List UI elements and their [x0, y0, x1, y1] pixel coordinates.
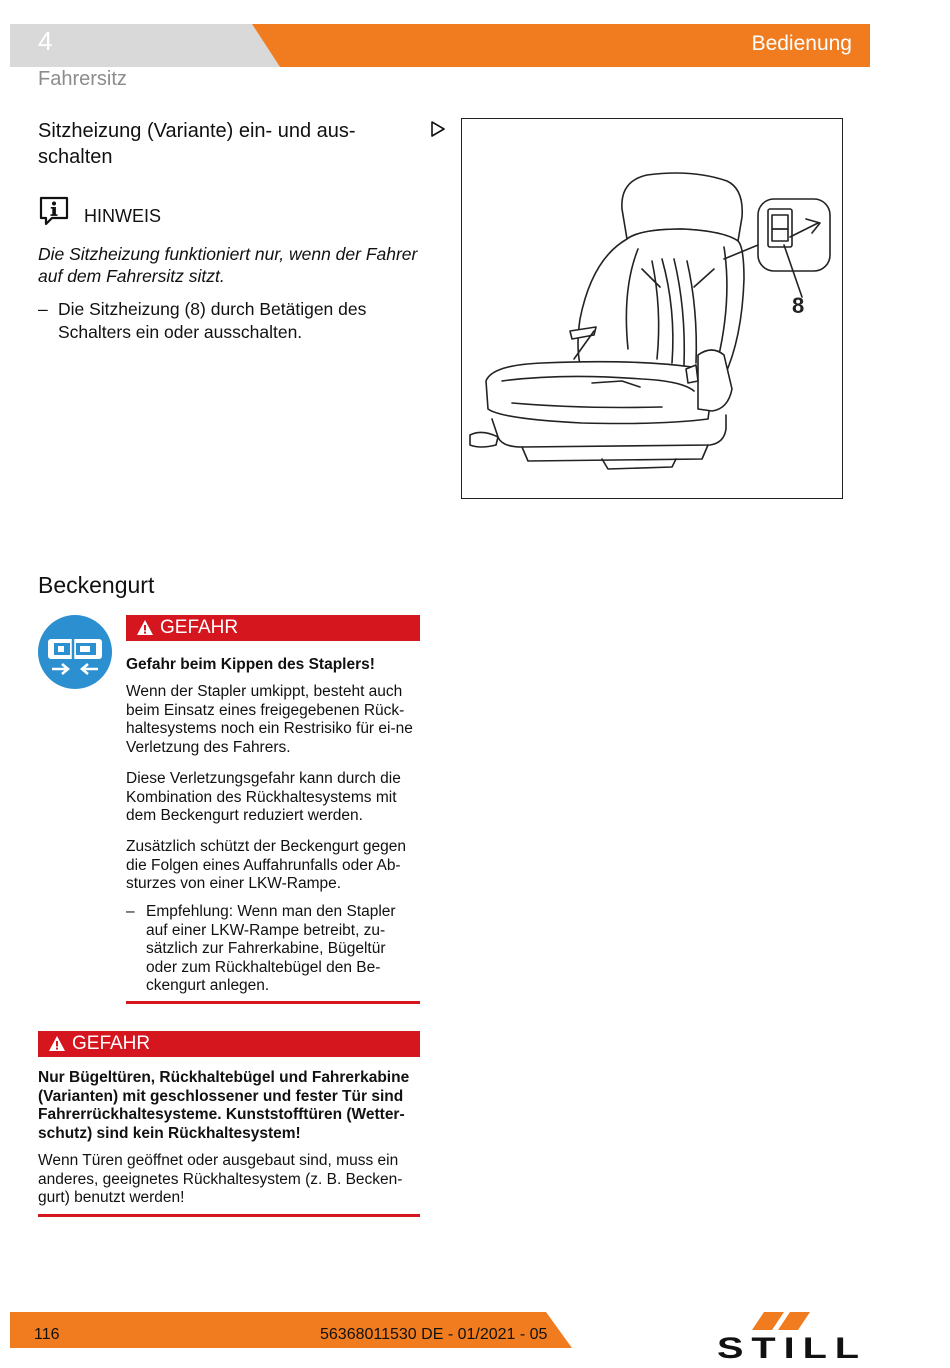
- page-number: 116: [34, 1326, 60, 1343]
- danger2-bottom-rule: [38, 1214, 420, 1217]
- danger1-title: Gefahr beim Kippen des Staplers!: [126, 656, 375, 673]
- section-title: Fahrersitz: [38, 68, 127, 90]
- driver-seat-illustration: [462, 119, 844, 500]
- danger1-paragraph-3: Zusätzlich schützt der Beckengurt gegen die Folgen eines Auffahrunfalls oder Ab-sturzes von einer LKW-Rampe.: [126, 838, 407, 892]
- seat-figure: [461, 118, 843, 499]
- seat-heating-heading: Sitzheizung (Variante) ein- und aus- schalten: [38, 120, 356, 168]
- instruction-text: Die Sitzheizung (8) durch Betätigen des Schalters ein oder ausschalten.: [58, 299, 367, 342]
- still-logo: [710, 1310, 874, 1362]
- lap-belt-heading: Beckengurt: [38, 572, 155, 598]
- chapter-title: Bedienung: [751, 32, 852, 55]
- note-label: HINWEIS: [84, 206, 162, 226]
- danger-banner-2: [38, 1031, 420, 1057]
- recommendation-text: Empfehlung: Wenn man den Stapler auf einer LKW-Rampe betreibt, zu-sätzlich zur Fahrerkabine, Bügeltür oder zum Rückhaltebügel den Be-ckengurt anlegen.: [146, 903, 396, 994]
- chapter-number: 4: [38, 26, 53, 56]
- danger-banner-1: [126, 615, 420, 641]
- danger1-paragraph-2: Diese Verletzungsgefahr kann durch die Kombination des Rückhaltesystems mit dem Beckengurt reduziert werden.: [126, 770, 401, 824]
- figure-callout-8: 8: [792, 293, 805, 318]
- still-logo-text: STILL: [717, 1332, 867, 1362]
- list-dash: –: [38, 299, 48, 319]
- play-triangle-icon: [430, 120, 446, 138]
- fasten-seatbelt-icon: [38, 615, 112, 689]
- danger1-bottom-rule: [126, 1001, 420, 1004]
- warning-triangle-icon: [136, 619, 154, 636]
- info-note-icon: [38, 196, 70, 226]
- document-reference: 56368011530 DE - 01/2021 - 05: [320, 1326, 548, 1343]
- list-dash: –: [126, 903, 135, 920]
- danger2-text: Wenn Türen geöffnet oder ausgebaut sind, muss ein anderes, geeignetes Rückhaltesystem (z. B. Becken-gurt) benutzt werden!: [38, 1152, 403, 1206]
- note-text: Die Sitzheizung funktioniert nur, wenn der Fahrer auf dem Fahrersitz sitzt.: [38, 244, 418, 286]
- danger-label: GEFAHR: [72, 1033, 151, 1054]
- danger1-paragraph-1: Wenn der Stapler umkippt, besteht auch beim Einsatz eines freigegebenen Rück-haltesystems noch ein Restrisiko für ei-ne Verletzung des Fahrers.: [126, 683, 413, 756]
- danger-label: GEFAHR: [160, 617, 239, 638]
- warning-triangle-icon: [48, 1035, 66, 1052]
- danger2-title: Nur Bügeltüren, Rückhaltebügel und Fahrerkabine (Varianten) mit geschlossener und fester Tür sind Fahrerrückhaltesysteme. Kunststofftüren (Wetter-schutz) sind kein Rückhaltesystem!: [38, 1069, 410, 1142]
